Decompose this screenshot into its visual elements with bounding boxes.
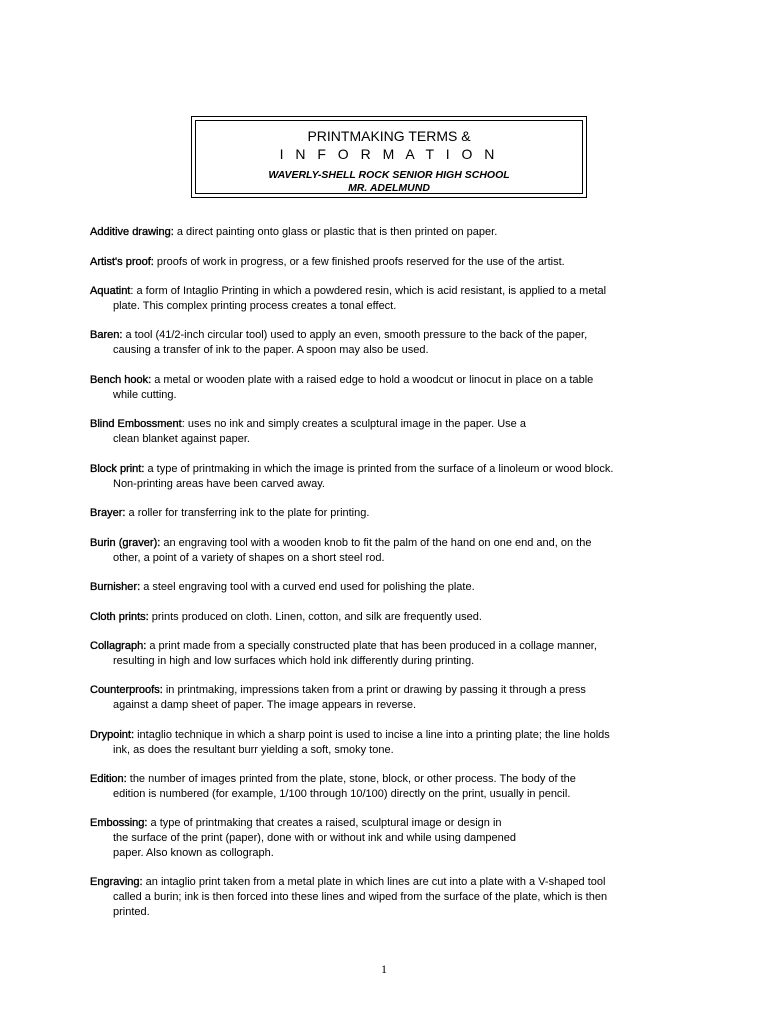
title-box-inner [195,120,583,194]
glossary-definition-line: while cutting. [113,389,177,401]
glossary-term: Counterproofs: [90,684,163,696]
glossary-definition-line: a steel engraving tool with a curved end used for polishing the plate. [140,581,475,593]
glossary-term: Brayer: [90,507,126,519]
glossary-definition-line: prints produced on cloth. Linen, cotton, and silk are frequently used. [148,611,482,623]
glossary-entry [90,639,690,669]
glossary-definition-line: proofs of work in progress, or a few finished proofs reserved for the use of the artist. [153,256,565,268]
glossary-definition-line: in printmaking, impressions taken from a print or drawing by passing it through a press [162,684,586,696]
glossary-term: Embossing: [90,817,148,829]
school-name: WAVERLY-SHELL ROCK SENIOR HIGH SCHOOL [268,169,510,181]
glossary-entry [90,536,690,566]
glossary-definition-line: printed. [113,906,150,918]
glossary-term: Burin (graver): [90,537,161,549]
glossary-term: Engraving: [90,876,143,888]
glossary-definition-line: called a burin; ink is then forced into these lines and wiped from the surface of the plate, which is then [113,891,608,903]
glossary-definition-line: paper. Also known as collograph. [113,847,274,859]
glossary-entry [90,506,690,521]
glossary-term: Bench hook: [90,374,152,386]
glossary-term: Edition: [90,773,127,785]
glossary-entry [90,284,690,314]
glossary-term: Collagraph: [90,640,147,652]
glossary-entry [90,610,690,625]
glossary-definition-line: resulting in high and low surfaces which hold ink differently during printing. [113,655,475,667]
glossary-entry [90,417,690,447]
glossary-term: Drypoint: [90,729,135,741]
glossary-definition-line: a tool (41/2-inch circular tool) used to apply an even, smooth pressure to the back of the paper, [122,329,588,341]
glossary-definition-line: plate. This complex printing process creates a tonal effect. [113,300,397,312]
glossary-term: Block print: [90,463,145,475]
glossary-entry [90,728,690,758]
glossary-entry [90,875,690,920]
glossary-definition-line: edition is numbered (for example, 1/100 through 10/100) directly on the print, usually in pencil. [113,788,571,800]
glossary-term: Artist's proof: [90,256,154,268]
glossary-entry [90,255,690,270]
glossary-definition-line: other, a point of a variety of shapes on a short steel rod. [113,552,385,564]
glossary-entry [90,373,690,403]
glossary-term: Cloth prints: [90,611,149,623]
glossary-entry [90,580,690,595]
glossary-definition-line: a type of printmaking that creates a raised, sculptural image or design in [147,817,502,829]
glossary-definition-line: a direct painting onto glass or plastic that is then printed on paper. [173,226,498,238]
teacher-name: MR. ADELMUND [348,182,430,194]
glossary-definition-line: clean blanket against paper. [113,433,250,445]
glossary-entry [90,462,690,492]
glossary-entry [90,225,690,240]
glossary-definition-line: the surface of the print (paper), done with or without ink and while using dampened [113,832,516,844]
glossary-definition-line: an engraving tool with a wooden knob to fit the palm of the hand on one end and, on the [160,537,592,549]
glossary-definition-line: causing a transfer of ink to the paper. A spoon may also be used. [113,344,429,356]
document-subtitle: I N F O R M A T I O N [279,146,499,162]
glossary-definition-line: ink, as does the resultant burr yielding a soft, smoky tone. [113,744,394,756]
glossary-definition-line: : uses no ink and simply creates a sculptural image in the paper. Use a [181,418,526,430]
page-number: 1 [381,962,387,976]
glossary-definition-line: a roller for transferring ink to the plate for printing. [125,507,370,519]
glossary-definition-line: an intaglio print taken from a metal plate in which lines are cut into a plate with a V-shaped tool [142,876,606,888]
glossary-term: Blind Embossment [90,418,182,430]
document-title: PRINTMAKING TERMS & [307,128,471,144]
glossary-definition-line: the number of images printed from the plate, stone, block, or other process. The body of the [126,773,576,785]
glossary-definition-line: intaglio technique in which a sharp point is used to incise a line into a printing plate; the line holds [134,729,610,741]
glossary-term: Burnisher: [90,581,141,593]
glossary-definition-line: a metal or wooden plate with a raised edge to hold a woodcut or linocut in place on a table [151,374,594,386]
glossary-definition-line: a type of printmaking in which the image is printed from the surface of a linoleum or wood block. [144,463,614,475]
glossary-definition-line: : a form of Intaglio Printing in which a powdered resin, which is acid resistant, is applied to a metal [130,285,607,297]
glossary-entry [90,328,690,358]
glossary-term: Additive drawing: [90,226,174,238]
glossary-definition-line: against a damp sheet of paper. The image appears in reverse. [113,699,417,711]
glossary-term: Aquatint [90,285,131,297]
glossary-definition-line: Non-printing areas have been carved away. [113,478,325,490]
glossary-term: Baren: [90,329,123,341]
glossary-entry [90,683,690,713]
title-box [191,116,587,198]
glossary-definition-line: a print made from a specially constructed plate that has been produced in a collage manner, [146,640,597,652]
glossary-entry [90,772,690,802]
glossary-entry [90,816,690,861]
